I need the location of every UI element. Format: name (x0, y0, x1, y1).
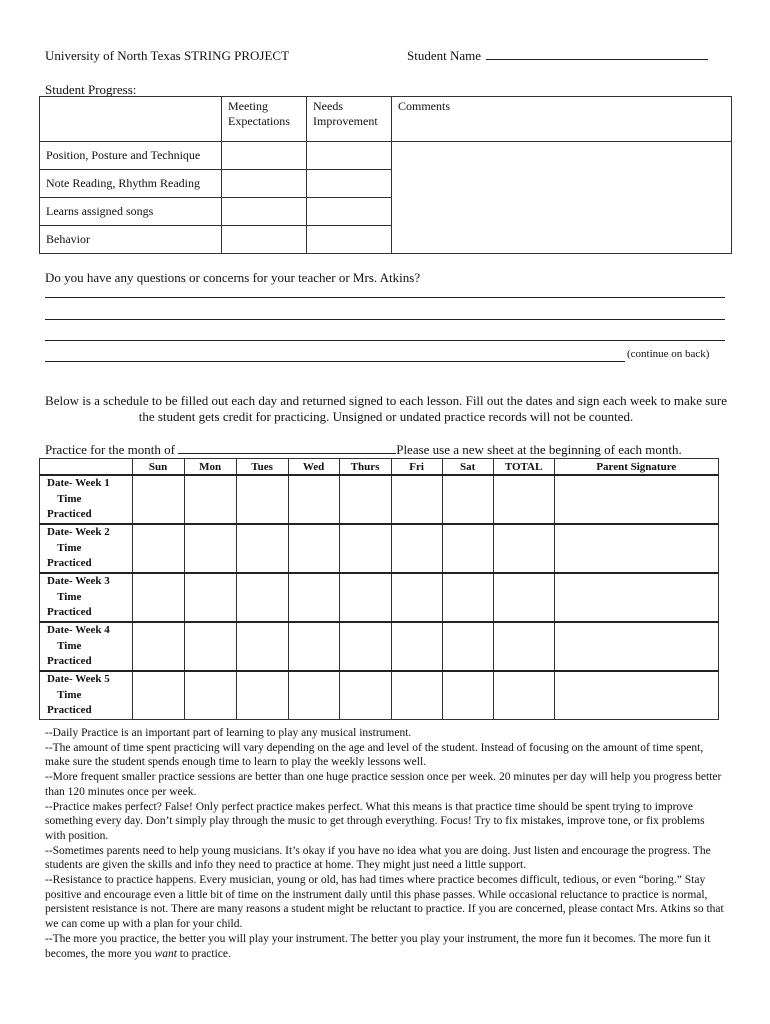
progress-row-label: Learns assigned songs (40, 198, 222, 226)
week-label (40, 671, 133, 720)
note-paragraph: --Daily Practice is an important part of learning to play any musical instrument. (45, 727, 412, 739)
comments-cell[interactable] (392, 142, 732, 254)
time-label: Time (57, 688, 82, 701)
day-cell[interactable] (339, 671, 391, 720)
day-header-mon: Mon (184, 459, 236, 476)
week-label (40, 573, 133, 622)
answer-line[interactable] (45, 297, 725, 298)
questions-prompt: Do you have any questions or concerns for your teacher or Mrs. Atkins? (45, 270, 421, 285)
week-label (40, 475, 133, 524)
progress-title: Student Progress: (45, 82, 137, 97)
day-cell[interactable] (339, 524, 391, 573)
practice-month-line (45, 442, 682, 458)
day-cell[interactable] (339, 573, 391, 622)
total-cell[interactable] (493, 671, 554, 720)
total-cell[interactable] (493, 475, 554, 524)
day-cell[interactable] (391, 671, 442, 720)
week-label (40, 622, 133, 671)
signature-cell[interactable] (554, 524, 718, 573)
day-header-tues: Tues (236, 459, 288, 476)
day-cell[interactable] (288, 573, 339, 622)
month-blank[interactable] (178, 443, 396, 454)
day-cell[interactable] (442, 671, 493, 720)
day-cell[interactable] (132, 622, 184, 671)
sched-corner-cell (40, 459, 133, 476)
day-cell[interactable] (184, 573, 236, 622)
day-cell[interactable] (288, 475, 339, 524)
week-row (40, 671, 719, 720)
day-cell[interactable] (339, 475, 391, 524)
signature-cell[interactable] (554, 622, 718, 671)
new-sheet-note: Please use a new sheet at the beginning of each month. (396, 442, 682, 457)
program-title: University of North Texas STRING PROJECT (45, 48, 290, 63)
week-row (40, 573, 719, 622)
note-paragraph: --Practice makes perfect? False! Only perfect practice makes perfect. What this means is that practice time should be spent trying to improve something every day. Don’t simply play through the music to get through everything. Focus! Try to fix mistakes, improve tone, or fix problems with position. (45, 800, 705, 842)
week-date-label: Date- Week 3 (47, 575, 110, 587)
total-header: TOTAL (493, 459, 554, 476)
day-cell[interactable] (184, 475, 236, 524)
day-cell[interactable] (184, 622, 236, 671)
practiced-label: Practiced (47, 508, 92, 520)
note-paragraph: --More frequent smaller practice sessions are better than one huge practice session once per week. 20 minutes per day will help you progress better than 120 minutes once per week. (45, 771, 722, 798)
day-cell[interactable] (132, 573, 184, 622)
practiced-label: Practiced (47, 606, 92, 618)
day-cell[interactable] (442, 475, 493, 524)
week-date-label: Date- Week 5 (47, 673, 110, 685)
meeting-cell[interactable] (222, 226, 307, 254)
continue-note: (continue on back) (627, 348, 710, 360)
col-needs-improvement: Needs Improvement (307, 97, 392, 142)
day-cell[interactable] (339, 622, 391, 671)
col-meeting-expectations: Meeting Expectations (222, 97, 307, 142)
last-note-emphasis: want (154, 947, 177, 960)
week-row (40, 622, 719, 671)
signature-header: Parent Signature (554, 459, 718, 476)
signature-cell[interactable] (554, 475, 718, 524)
day-cell[interactable] (288, 524, 339, 573)
needs-cell[interactable] (307, 142, 392, 170)
last-note-end: to practice. (176, 947, 231, 960)
total-cell[interactable] (493, 622, 554, 671)
note-paragraph: --Resistance to practice happens. Every musician, young or old, has had times where practice becomes difficult, tedious, or even “boring.” Stay positive and encourage even a little bit of time on the instrument daily until this phase passes. While occasional reluctance to practice is normal, persistent resistance is not. There are many reasons a student might be reluctant to practice. If you are concerned, please contact Mrs. Atkins so that we can come up with a plan for your child. (45, 874, 724, 931)
practiced-label: Practiced (47, 704, 92, 716)
schedule-instructions: Below is a schedule to be filled out each day and returned signed to each lesson. Fill out the dates and sign each week to make sure the student gets credit for practicing. Unsigned or undated practice records will not be counted. (45, 393, 727, 424)
day-header-fri: Fri (391, 459, 442, 476)
practice-notes (45, 726, 727, 961)
day-cell[interactable] (236, 622, 288, 671)
day-cell[interactable] (391, 475, 442, 524)
day-cell[interactable] (184, 671, 236, 720)
needs-cell[interactable] (307, 198, 392, 226)
time-label: Time (57, 590, 82, 603)
time-label: Time (57, 541, 82, 554)
day-cell[interactable] (236, 671, 288, 720)
practice-schedule-table (39, 458, 719, 720)
total-cell[interactable] (493, 573, 554, 622)
answer-line[interactable] (45, 361, 625, 362)
practice-month-label: Practice for the month of (45, 442, 175, 457)
week-date-label: Date- Week 1 (47, 477, 110, 489)
note-paragraph: --Sometimes parents need to help young musicians. It’s okay if you have no idea what you are doing. Just listen and encourage the progress. The students are given the skills and info they need to practice at home. They might just need a little support. (45, 844, 711, 872)
day-cell[interactable] (236, 475, 288, 524)
week-label (40, 524, 133, 573)
day-cell[interactable] (288, 622, 339, 671)
answer-line[interactable] (45, 319, 725, 320)
progress-row-label: Position, Posture and Technique (40, 142, 222, 170)
day-cell[interactable] (391, 573, 442, 622)
col-comments: Comments (392, 97, 732, 142)
week-date-label: Date- Week 4 (47, 624, 110, 636)
last-note-text: --The more you practice, the better you will play your instrument. The better you play your instrument, the more fun it becomes. The more fun it becomes, the more you (45, 932, 711, 960)
answer-line[interactable] (45, 340, 725, 341)
week-date-label: Date- Week 2 (47, 526, 110, 538)
day-cell[interactable] (391, 524, 442, 573)
meeting-cell[interactable] (222, 142, 307, 170)
needs-cell[interactable] (307, 226, 392, 254)
time-label: Time (57, 492, 82, 505)
note-paragraph: --The amount of time spent practicing will vary depending on the age and level of the student. Instead of focusing on the amount of time spent, make sure the student spends enough time to learn to play the weekly lessons well. (45, 741, 704, 769)
day-cell[interactable] (184, 524, 236, 573)
day-header-sat: Sat (442, 459, 493, 476)
day-cell[interactable] (236, 524, 288, 573)
total-cell[interactable] (493, 524, 554, 573)
day-cell[interactable] (132, 475, 184, 524)
meeting-cell[interactable] (222, 198, 307, 226)
day-cell[interactable] (132, 524, 184, 573)
progress-table (39, 96, 732, 254)
meeting-cell[interactable] (222, 170, 307, 198)
progress-row-label: Note Reading, Rhythm Reading (40, 170, 222, 198)
practiced-label: Practiced (47, 557, 92, 569)
practiced-label: Practiced (47, 655, 92, 667)
week-row (40, 475, 719, 524)
signature-cell[interactable] (554, 671, 718, 720)
day-cell[interactable] (391, 622, 442, 671)
day-cell[interactable] (288, 671, 339, 720)
signature-cell[interactable] (554, 573, 718, 622)
day-cell[interactable] (442, 524, 493, 573)
day-cell[interactable] (442, 622, 493, 671)
day-cell[interactable] (132, 671, 184, 720)
student-name-label: Student Name (407, 48, 482, 63)
day-header-thurs: Thurs (339, 459, 391, 476)
week-row (40, 524, 719, 573)
day-header-sun: Sun (132, 459, 184, 476)
time-label: Time (57, 639, 82, 652)
day-cell[interactable] (442, 573, 493, 622)
day-cell[interactable] (236, 573, 288, 622)
needs-cell[interactable] (307, 170, 392, 198)
note-paragraph-last (45, 932, 727, 961)
student-name-blank[interactable] (486, 49, 708, 60)
student-name-field[interactable] (407, 48, 708, 64)
day-header-wed: Wed (288, 459, 339, 476)
progress-row-label: Behavior (40, 226, 222, 254)
progress-corner-cell (40, 97, 222, 142)
